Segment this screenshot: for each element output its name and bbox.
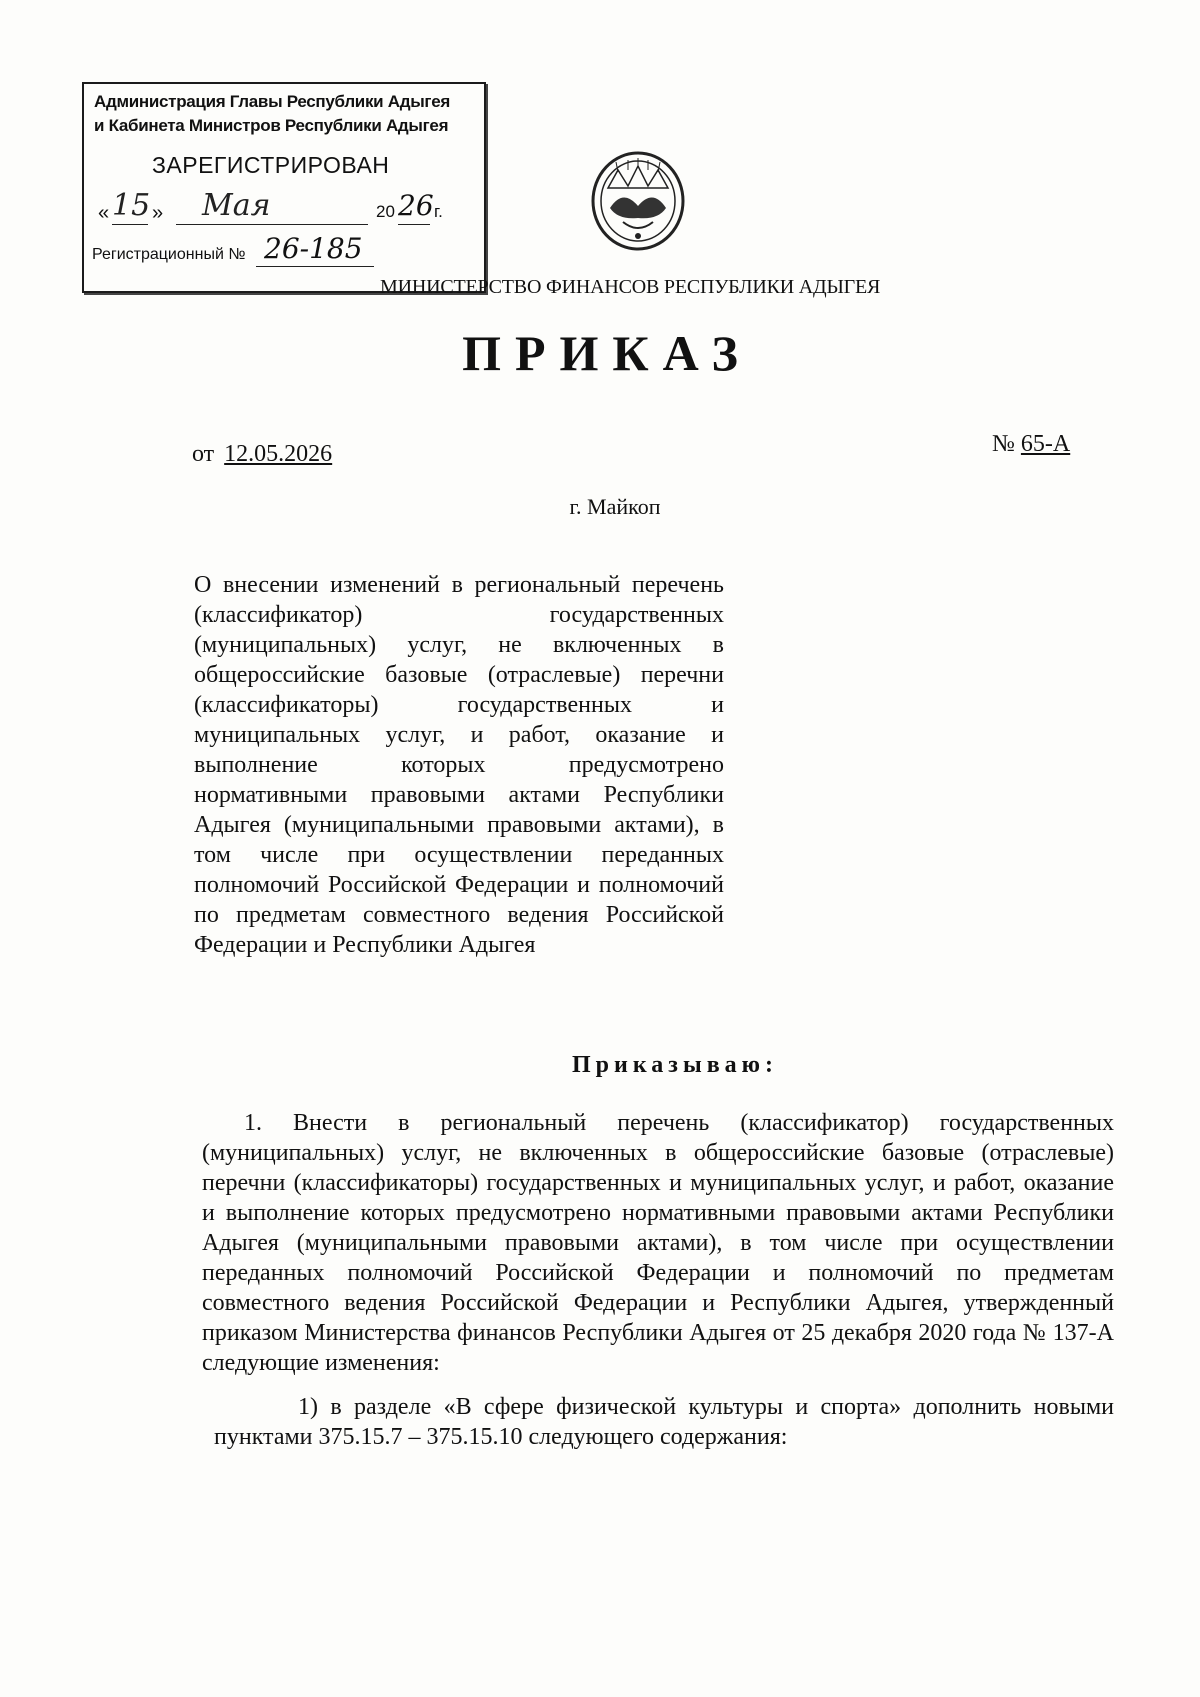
body-paragraph-2: 1) в разделе «В сфере физической культуры и спорта» дополнить новыми пунктами 375.15.7 – 375.15.10 следующего содержания: — [214, 1394, 1114, 1450]
stamp-year-suffix: 26 — [398, 188, 430, 225]
date-value: 12.05.2026 — [224, 441, 333, 467]
stamp-month: Мая — [176, 188, 368, 225]
coat-of-arms-emblem — [588, 148, 688, 254]
stamp-authority-line2: и Кабинета Министров Республики Адыгея — [94, 116, 449, 135]
stamp-year-unit: г. — [434, 202, 443, 221]
stamp-year-prefix: 20 — [376, 202, 395, 221]
stamp-reg-number: 26-185 — [256, 232, 374, 267]
city: г. Майкоп — [569, 494, 661, 519]
document-type-title: ПРИКАЗ — [462, 325, 752, 381]
number-label: № — [992, 431, 1015, 457]
stamp-day-close-quote: » — [152, 202, 164, 224]
order-subject: О внесении изменений в региональный перечень (классификатор) государственных (муниципальных) услуг, не включенных в общероссийские базовые (отраслевые) перечни (классификаторы) государственных и муниципальных услуг, и работ, оказание и выполнение которых предусмотрено нормативными правовыми актами Республики Адыгея (муниципальными правовыми актами), в том числе при осуществлении переданных полномочий Российской Федерации и полномочий по предметам совместного ведения Российской Федерации и Республики Адыгея — [194, 572, 724, 958]
order-number — [992, 431, 1070, 458]
order-directive: Приказываю: — [572, 1052, 778, 1078]
stamp-status: ЗАРЕГИСТРИРОВАН — [152, 152, 390, 178]
order-date — [192, 441, 332, 468]
stamp-day-open-quote: « — [98, 202, 110, 224]
stamp-day: 15 — [112, 188, 151, 223]
date-label: от — [192, 441, 215, 467]
number-value: 65-А — [1020, 431, 1071, 457]
registration-stamp — [82, 82, 486, 293]
stamp-authority-line1: Администрация Главы Республики Адыгея — [94, 92, 450, 111]
body-paragraph-1: 1. Внести в региональный перечень (классификатор) государственных (муниципальных) услуг, не включенных в общероссийские базовые (отраслевые) перечни (классификаторы) государственных и муниципальных услуг, и работ, оказание и выполнение которых предусмотрено нормативными правовыми актами Республики Адыгея (муниципальными правовыми актами), в том числе при осуществлении переданных полномочий Российской Федерации и полномочий по предметам совместного ведения Российской Федерации и Республики Адыгея, утвержденный приказом Министерства финансов Республики Адыгея от 25 декабря 2020 года № 137-А следующие изменения: — [202, 1110, 1114, 1376]
stamp-reg-label: Регистрационный № — [92, 246, 246, 263]
ministry-name: МИНИСТЕРСТВО ФИНАНСОВ РЕСПУБЛИКИ АДЫГЕЯ — [380, 276, 881, 298]
